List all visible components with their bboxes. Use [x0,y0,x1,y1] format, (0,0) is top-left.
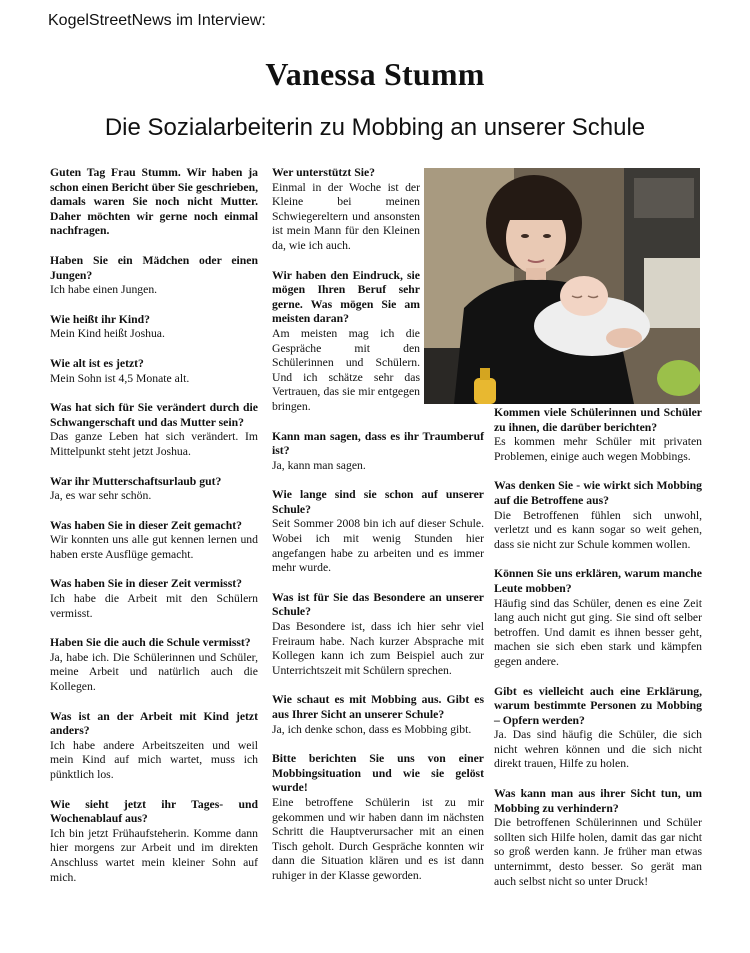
answer: Ja, es war sehr schön. [50,489,152,503]
answer: Das ganze Leben hat sich verändert. Im Mittelpunkt steht jetzt Joshua. [50,430,258,458]
answer: Eine betroffene Schülerin ist zu mir gekommen und wir haben dann im nächsten Schritt die Hauptverursacher mit an einen Tisch geholt. Durch Gespräche konnten wir dann die Situation klären und es ist dann ruhiger in der Klasse geworden. [272,795,484,882]
qa-item [50,798,258,886]
answer: Ja, ich denke schon, dass es Mobbing gibt. [272,722,472,736]
question: Können Sie uns erklären, warum manche Leute mobben? [494,567,702,595]
question: Was denken Sie - wie wirkt sich Mobbing auf die Betroffene aus? [494,479,702,507]
question: Kommen viele Schülerinnen und Schüler zu ihnen, die darüber berichten? [494,406,702,434]
answer: Das Besondere ist, dass ich hier sehr viel Freiraum habe. Nach kurzer Absprache mit Kollegen kann ich zum Beispiel auch zur Unterrichtszeit mit Schülern sprechen. [272,620,484,677]
qa-item [50,710,258,783]
answer: Ja, kann man sagen. [272,458,366,472]
answer: Häufig sind das Schüler, denen es eine Zeit lang auch nicht gut ging. Sie sind oft selber betroffen. Und damit es ihnen besser geht, machen sie sich eben stark und kämpfen gegen andere. [494,596,702,668]
kicker: KogelStreetNews im Interview: [48,12,266,29]
article-subtitle: Die Sozialarbeiterin zu Mobbing an unserer Schule [104,114,646,141]
qa-item [50,357,258,386]
qa-item [494,406,702,464]
question: Was ist für Sie das Besondere an unserer Schule? [272,590,484,619]
column-2 [272,166,484,899]
qa-item [272,269,420,415]
question: Was hat sich für Sie verändert durch die Schwangerschaft und das Mutter sein? [50,401,258,429]
qa-item [494,787,702,889]
answer: Die Betroffenen fühlen sich unwohl, verletzt und es kann sogar so weit gehen, dass sie nicht zur Schule kommen wollen. [494,508,702,551]
qa-item [50,313,258,342]
question: Was haben Sie in dieser Zeit gemacht? [50,518,242,532]
answer: Die betroffenen Schülerinnen und Schüler sollten sich Hilfe holen, damit das gar nicht so groß werden kann. Je früher man etwas unternimmt, desto besser. So gerät man auch selbst nicht so unter Druck! [494,816,702,888]
answer: Ja, habe ich. Die Schülerinnen und Schüler, meine Arbeit und natürlich auch die Kollegen. [50,650,258,694]
question: War ihr Mutterschaftsurlaub gut? [50,474,222,488]
question: Gibt es vielleicht auch eine Erklärung, warum bestimmte Personen zu Mobbing – Opfern werden? [494,684,702,727]
question: Kann man sagen, dass es ihr Traumberuf ist? [272,429,484,458]
qa-item [50,519,258,563]
answer: Ich bin jetzt Frühaufsteherin. Komme dann hier morgens zur Arbeit und im direkten Anschluss wartet mein kleiner Sohn auf mich. [50,826,258,884]
question: Bitte berichten Sie uns von einer Mobbingsituation und wie sie gelöst wurde! [272,752,484,795]
question: Wie alt ist es jetzt? [50,356,144,370]
qa-item [494,479,702,552]
column-3 [494,406,702,904]
qa-item [50,166,258,239]
question: Guten Tag Frau Stumm. Wir haben ja schon einen Bericht über Sie geschrieben, damals waren Sie noch nicht Mutter. Daher möchten wir gerne noch einmal nachfragen. [50,166,258,238]
answer: Seit Sommer 2008 bin ich auf dieser Schule. Wobei ich mit wenig Stunden hier angefangen habe zu arbeiten und es immer mehr wurde. [272,517,484,575]
answer: Ich habe einen Jungen. [50,283,158,297]
qa-item [50,254,258,298]
answer: Ich habe andere Arbeitszeiten und weil mein Kind auf mich wartet, muss ich pünktlich los. [50,738,258,781]
question: Wie lange sind sie schon auf unserer Schule? [272,488,484,516]
question: Wie sieht jetzt ihr Tages- und Wochenablauf aus? [50,797,258,826]
qa-item [272,752,484,883]
qa-item [272,166,420,254]
question: Wer unterstützt Sie? [272,166,376,179]
question: Wie schaut es mit Mobbing aus. Gibt es aus Ihrer Sicht an unserer Schule? [272,693,484,721]
answer: Am meisten mag ich die Gespräche mit den Schülerinnen und Schülern. Und ich schätze sehr das Vertrauen, das sie mir entgegen bringen. [272,326,420,413]
qa-item [272,488,484,576]
answer: Es kommen mehr Schüler mit privaten Problemen, einige auch wegen Mobbings. [494,435,702,463]
answer: Ich habe die Arbeit mit den Schülern vermisst. [50,592,258,620]
answer: Mein Sohn ist 4,5 Monate alt. [50,371,190,385]
answer: Wir konnten uns alle gut kennen lernen und haben erste Ausflüge gemacht. [50,533,258,561]
qa-item [50,577,258,621]
question: Wie heißt ihr Kind? [50,312,150,326]
question: Was ist an der Arbeit mit Kind jetzt anders? [50,709,258,738]
question: Haben Sie ein Mädchen oder einen Jungen? [50,253,258,282]
qa-item [272,430,484,474]
answer: Einmal in der Woche ist der Kleine bei meinen Schwiegereltern und ansonsten ist mein Mann für den Kleinen da, wie ich auch. [272,180,420,252]
question: Was haben Sie in dieser Zeit vermisst? [50,577,242,591]
question: Wir haben den Eindruck, sie mögen Ihren Beruf sehr gerne. Was mögen Sie am meisten daran? [272,268,420,326]
qa-item [50,401,258,459]
answer: Mein Kind heißt Joshua. [50,327,165,341]
qa-item [50,636,258,694]
qa-item [272,591,484,679]
column-1 [50,166,258,900]
qa-item [50,475,258,504]
question: Was kann man aus ihrer Sicht tun, um Mobbing zu verhindern? [494,787,702,815]
qa-item [494,567,702,669]
qa-item [272,693,484,737]
question: Haben Sie die auch die Schule vermisst? [50,636,251,650]
answer: Ja. Das sind häufig die Schüler, die sich nicht wehren können und die sich nicht direkt trauen, Hilfe zu holen. [494,728,702,771]
qa-item [494,685,702,773]
article-title: Vanessa Stumm [265,56,485,92]
